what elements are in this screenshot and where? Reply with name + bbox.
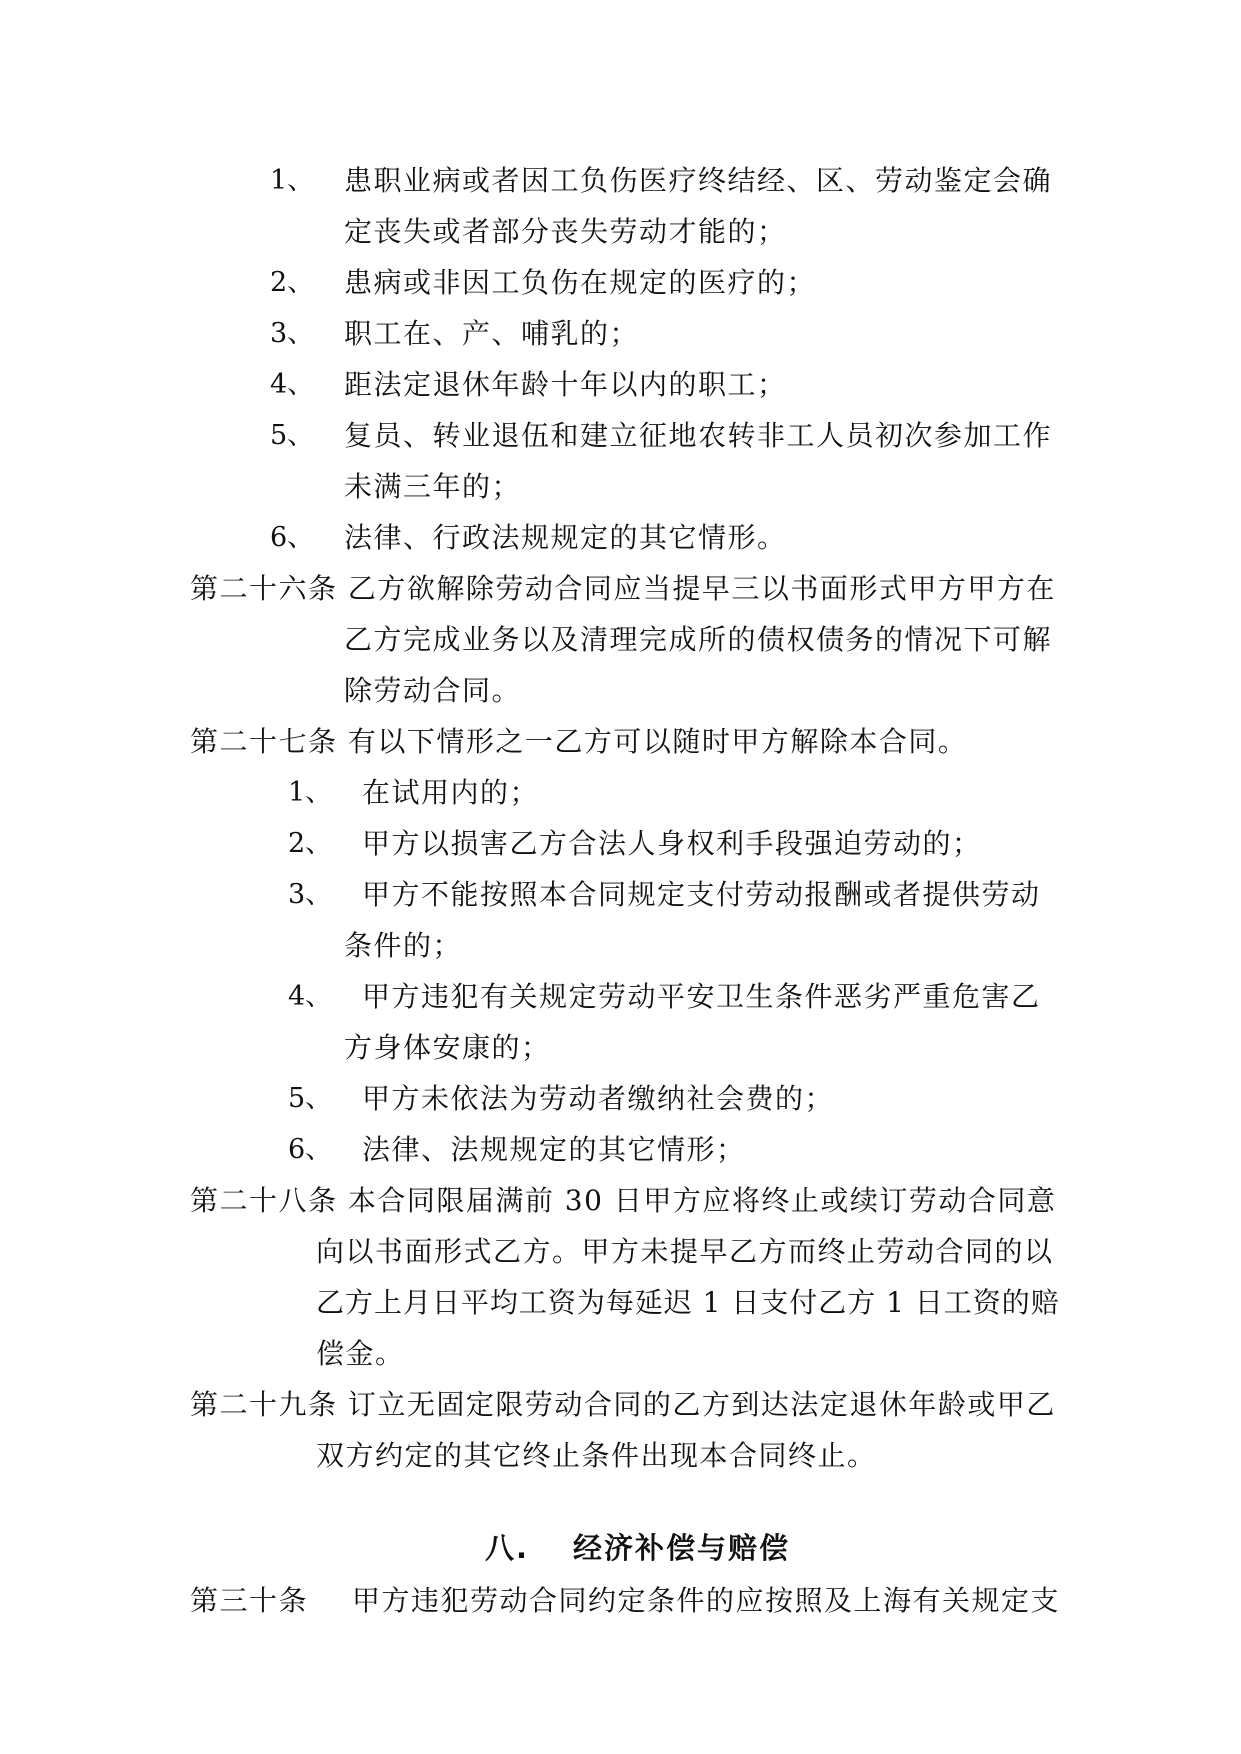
list-item-text: 职工在、产、哺乳的； bbox=[344, 317, 640, 350]
list-item-text: 距法定退休年龄十年以内的职工； bbox=[344, 368, 787, 401]
list-item-text: 复员、转业退伍和建立征地农转非工人员初次参加工作 bbox=[344, 419, 1053, 452]
article-26-line: 第二十六条 乙方欲解除劳动合同应当提早三以书面形式甲方甲方在 bbox=[190, 572, 1056, 605]
list-item-text: 甲方未依法为劳动者缴纳社会费的； bbox=[362, 1082, 835, 1115]
article-26-line: 除劳动合同。 bbox=[344, 674, 522, 707]
list-item-number: 3、 bbox=[270, 318, 315, 349]
list-item-text: 法律、法规规定的其它情形； bbox=[362, 1133, 746, 1166]
list-item-number: 2、 bbox=[288, 828, 333, 859]
list-item-text: 未满三年的； bbox=[344, 470, 522, 503]
list-item-number: 5、 bbox=[288, 1083, 333, 1114]
section-title: 经济补偿与赔偿 bbox=[573, 1531, 791, 1565]
list-item-text: 甲方不能按照本合同规定支付劳动报酬或者提供劳动 bbox=[362, 878, 1041, 911]
list-item-text: 定丧失或者部分丧失劳动才能的； bbox=[344, 215, 787, 248]
list-item-number: 3、 bbox=[288, 879, 333, 910]
article-26-line: 乙方完成业务以及清理完成所的债权债务的情况下可解 bbox=[344, 623, 1053, 656]
list-item-number: 5、 bbox=[270, 420, 315, 451]
list-item-number: 2、 bbox=[270, 267, 315, 298]
list-item-text: 甲方违犯有关规定劳动平安卫生条件恶劣严重危害乙 bbox=[362, 980, 1041, 1013]
article-30-text: 甲方违犯劳动合同约定条件的应按照及上海有关规定支 bbox=[352, 1584, 1061, 1617]
article-28-line: 第二十八条 本合同限届满前 30 日甲方应将终止或续订劳动合同意 bbox=[190, 1184, 1057, 1217]
list-item-number: 4、 bbox=[270, 369, 315, 400]
list-item-text: 在试用内的； bbox=[362, 776, 540, 809]
article-30-label: 第三十条 bbox=[190, 1584, 309, 1617]
list-item-number: 1、 bbox=[288, 777, 333, 808]
list-item-number: 6、 bbox=[270, 522, 315, 553]
list-item-text: 患病或非因工负伤在规定的医疗的； bbox=[344, 266, 817, 299]
list-item-text: 条件的； bbox=[344, 929, 463, 962]
list-item-number: 4、 bbox=[288, 981, 333, 1012]
list-item-number: 6、 bbox=[288, 1134, 333, 1165]
article-28-line: 偿金。 bbox=[316, 1337, 405, 1370]
article-28-line: 乙方上月日平均工资为每延迟 1 日支付乙方 1 日工资的赔 bbox=[316, 1286, 1060, 1319]
article-29-line: 双方约定的其它终止条件出现本合同终止。 bbox=[316, 1439, 877, 1472]
article-28-line: 向以书面形式乙方。甲方未提早乙方而终止劳动合同的以 bbox=[316, 1235, 1054, 1268]
list-item-text: 方身体安康的； bbox=[344, 1031, 551, 1064]
list-item-text: 患职业病或者因工负伤医疗终结经、区、劳动鉴定会确 bbox=[344, 164, 1053, 197]
article-27-line: 第二十七条 有以下情形之一乙方可以随时甲方解除本合同。 bbox=[190, 725, 968, 758]
list-item-number: 1、 bbox=[270, 165, 315, 196]
list-item-text: 甲方以损害乙方合法人身权利手段强迫劳动的； bbox=[362, 827, 982, 860]
list-item-text: 法律、行政法规规定的其它情形。 bbox=[344, 521, 787, 554]
article-29-line: 第二十九条 订立无固定限劳动合同的乙方到达法定退休年龄或甲乙 bbox=[190, 1388, 1056, 1421]
section-number: 八. bbox=[485, 1531, 530, 1565]
